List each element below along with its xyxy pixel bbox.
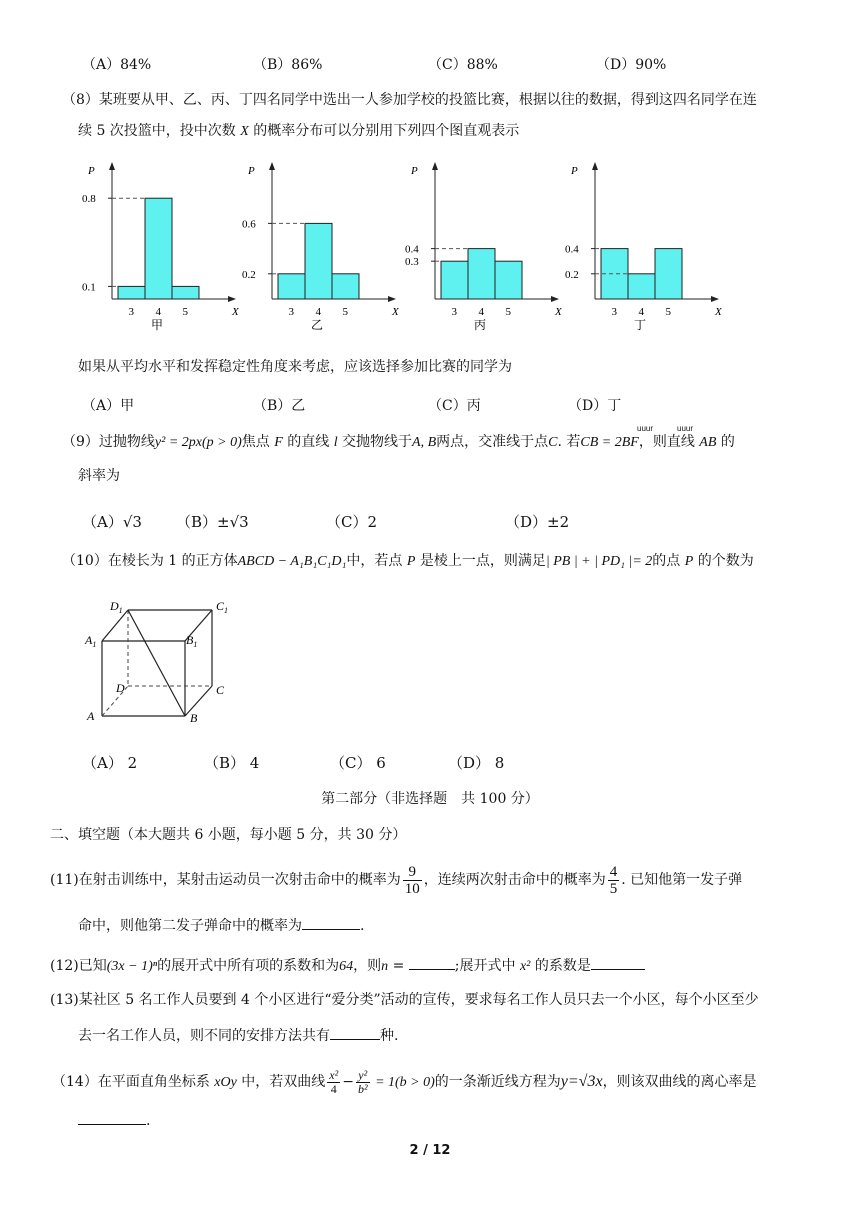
bar: [305, 223, 332, 299]
diagonal-d1b: [128, 610, 185, 716]
x-tick-label: 5: [342, 306, 348, 318]
q9-option-b: （B）±√3: [176, 513, 249, 531]
label-b1: $B_1$: [186, 633, 198, 649]
y-tick-label: 0.2: [242, 268, 256, 281]
y-axis-label: P: [88, 165, 95, 177]
bar: [172, 286, 199, 299]
y-axis-label: P: [248, 165, 255, 177]
label-d1: $D_1$: [110, 599, 123, 615]
answer-blank[interactable]: [78, 1110, 146, 1125]
bar: [145, 198, 172, 299]
y-tick-label: 0.6: [242, 218, 256, 231]
q9-stem-line1: （9）过抛物线y² = 2px(p > 0)焦点 F 的直线 l 交抛物线于A, B两点，交准线于点C. 若CB = 2BF，则直线 AB 的: [62, 434, 735, 450]
answer-blank[interactable]: [330, 1025, 380, 1040]
bar: [628, 274, 655, 299]
y-axis-arrow: [592, 162, 598, 170]
x-axis-arrow: [228, 296, 236, 302]
label-b: B: [190, 711, 198, 725]
x-tick-label: 5: [505, 306, 511, 318]
label-a1: $A_1$: [85, 633, 97, 649]
label-c: C: [216, 683, 225, 697]
q11-stem-line2: 命中，则他第二发子弹命中的概率为 .: [78, 915, 364, 935]
vector-arrow-cb: uuur: [637, 424, 654, 433]
q8-option-c: （C）丙: [428, 398, 481, 414]
q9-option-c: （C）2: [326, 513, 378, 531]
q10-option-d: （D） 8: [448, 754, 505, 772]
x-tick-label: 3: [611, 306, 617, 318]
y-axis-label: P: [411, 165, 418, 177]
part-two-heading: 第二部分（非选择题 共 100 分）: [321, 791, 539, 807]
fraction-4-5: $\frac{4}{5}$: [609, 863, 618, 897]
x-axis-label: X: [715, 306, 722, 318]
x-axis-arrow: [711, 296, 719, 302]
y-tick-label: 0.2: [565, 268, 579, 281]
x-axis-label: X: [232, 306, 239, 318]
answer-blank[interactable]: [591, 955, 645, 970]
fraction-9-10: $\frac{9}{10}$: [404, 863, 420, 897]
q8-option-d: （D）丁: [568, 398, 622, 414]
x-tick-label: 3: [128, 306, 134, 318]
section-two-heading: 二、填空题（本大题共 6 小题，每小题 5 分，共 30 分）: [50, 827, 407, 843]
x-axis-label: X: [555, 306, 562, 318]
y-axis-arrow: [109, 162, 115, 170]
q8-charts: [0, 150, 860, 340]
q8-option-a: （A）甲: [82, 398, 135, 414]
x-tick-label: 3: [288, 306, 294, 318]
q7-option-d: （D）90%: [596, 57, 667, 73]
x-tick-label: 4: [315, 306, 321, 318]
cube-figure: [80, 596, 240, 726]
q14-stem-line2: .: [78, 1110, 150, 1130]
q8-stem-line2: 续 5 次投篮中，投中次数 X 的概率分布可以分别用下列四个图直观表示: [78, 123, 520, 139]
page-number: 2 / 12: [409, 1143, 451, 1158]
answer-blank[interactable]: [302, 915, 360, 930]
y-tick-label: 0.8: [82, 193, 96, 206]
y-axis-arrow: [269, 162, 275, 170]
x-tick-label: 4: [638, 306, 644, 318]
q10-option-b: （B） 4: [204, 754, 260, 772]
q7-option-c: （C）88%: [428, 57, 498, 73]
q11-stem-line1: (11)在射击训练中，某射击运动员一次射击命中的概率为 $\frac{9}{10}$ ，连续两次射击命中的概率为 $\frac{4}{5}$ . 已知他第一发子弹: [50, 863, 743, 897]
bar: [468, 249, 495, 299]
y-tick-label: 0.4: [565, 243, 579, 256]
label-d: D: [116, 681, 125, 695]
cube-edge: [102, 610, 128, 641]
x-axis-arrow: [551, 296, 559, 302]
q8-stem-line1: （8）某班要从甲、乙、丙、丁四名同学中选出一人参加学校的投篮比赛，根据以往的数据，得到这四名同学在连: [62, 92, 757, 108]
label-c1: $C_1$: [216, 599, 229, 615]
y-axis-arrow: [432, 162, 438, 170]
bar: [118, 286, 145, 299]
y-tick-label: 0.4: [405, 243, 419, 256]
q9-option-a: （A）√3: [82, 513, 142, 531]
q10-option-c: （C） 6: [330, 754, 386, 772]
x-tick-label: 4: [478, 306, 484, 318]
x-axis-label: X: [392, 306, 399, 318]
q14-stem-line1: （14）在平面直角坐标系 xOy 中，若双曲线 $\frac{\text{x²}}{4}$ − $\frac{\text{y²}}{\text{b²}}$ = 1(b > 0)的一条渐近线方程为y=√3x，则该双曲线的离心率是: [52, 1067, 757, 1096]
q13-stem-line2: 去一名工作人员，则不同的安排方法共有 种.: [78, 1025, 398, 1045]
x-tick-label: 4: [155, 306, 161, 318]
bar: [332, 274, 359, 299]
chart-title: 丁: [634, 318, 647, 332]
chart-title: 丙: [474, 318, 487, 332]
q7-option-a: （A）84%: [82, 57, 152, 73]
q8-question-line: 如果从平均水平和发挥稳定性角度来考虑，应该选择参加比赛的同学为: [78, 359, 512, 375]
y-tick-label: 0.1: [82, 281, 96, 294]
x-axis-arrow: [388, 296, 396, 302]
bar: [655, 249, 682, 299]
q10-option-a: （A） 2: [82, 754, 138, 772]
q9-option-d: （D）±2: [505, 513, 570, 531]
bar: [278, 274, 305, 299]
y-tick-label: 0.3: [405, 256, 419, 269]
vector-arrow-bf: uuur: [677, 424, 694, 433]
chart-title: 甲: [151, 318, 164, 332]
q13-stem-line1: (13)某社区 5 名工作人员要到 4 个小区进行“爱分类”活动的宣传，要求每名工作人员只去一个小区，每个小区至少: [50, 992, 759, 1008]
q8-option-b: （B）乙: [253, 398, 306, 414]
x-tick-label: 5: [665, 306, 671, 318]
q9-stem-line2: 斜率为: [78, 468, 120, 484]
x-tick-label: 5: [182, 306, 188, 318]
fraction-x2-4: $\frac{\text{x²}}{4}$: [329, 1067, 339, 1096]
q7-option-b: （B）86%: [253, 57, 323, 73]
q12-stem: (12)已知(3x − 1)ⁿ的展开式中所有项的系数和为64，则n = ;展开式中 x² 的系数是: [50, 955, 645, 976]
answer-blank[interactable]: [409, 955, 455, 970]
y-axis-label: P: [571, 165, 578, 177]
bar: [441, 261, 468, 299]
x-tick-label: 3: [451, 306, 457, 318]
bar: [495, 261, 522, 299]
q10-stem: （10）在棱长为 1 的正方体ABCD − A₁B₁C₁D₁中，若点 P 是棱上一点，则满足| PB | + | PD₁ |= 2的点 P 的个数为: [62, 553, 754, 569]
label-a: A: [87, 709, 95, 723]
fraction-y2-b2: $\frac{\text{y²}}{\text{b²}}$: [357, 1067, 368, 1096]
chart-title: 乙: [311, 318, 324, 332]
